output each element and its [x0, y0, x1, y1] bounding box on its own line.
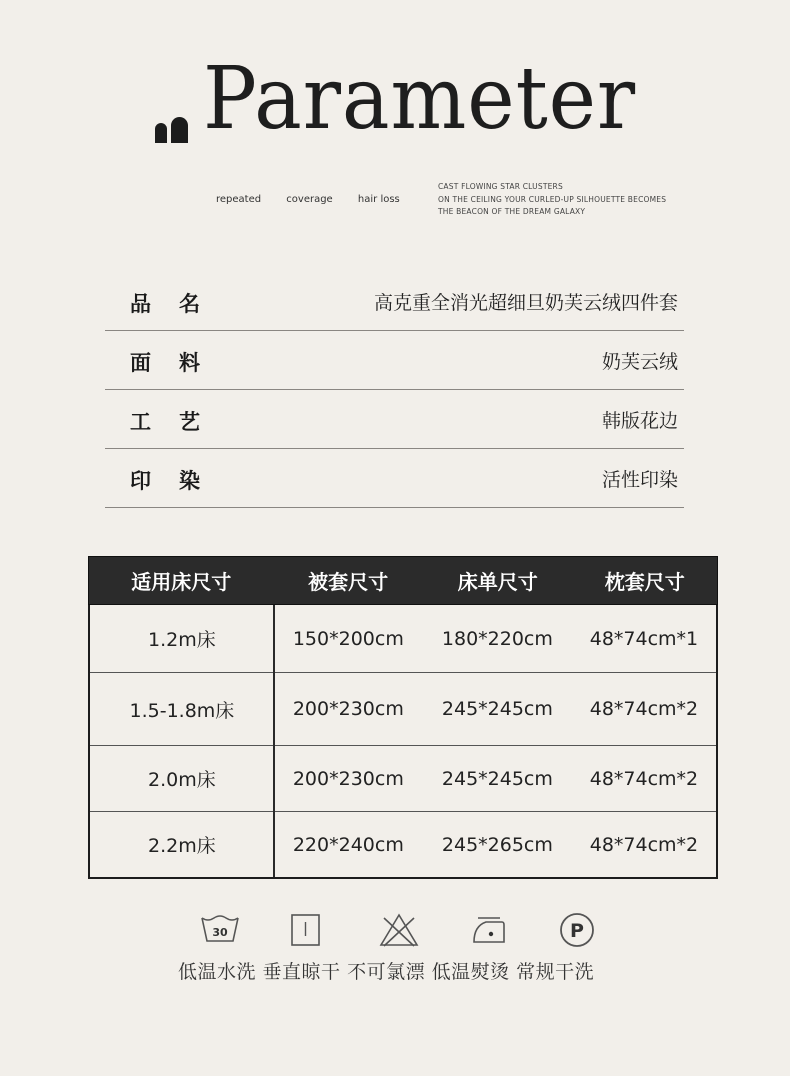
table-row: [90, 673, 716, 746]
slogan-line: THE BEACON OF THE DREAM GALAXY: [438, 207, 586, 216]
header-cell: 枕套尺寸: [604, 570, 685, 594]
table-cell: 2.0m床: [148, 769, 216, 791]
header-cell: 床单尺寸: [457, 570, 538, 594]
table-row: [90, 812, 716, 877]
table-cell: 200*230cm: [292, 698, 404, 720]
table-cell: 1.2m床: [148, 629, 216, 651]
size-table: [88, 556, 718, 879]
table-cell: 245*245cm: [441, 698, 553, 720]
dry-clean-p-icon: [558, 912, 596, 948]
table-cell: 2.2m床: [148, 835, 216, 857]
param-key: 工艺: [130, 410, 228, 434]
table-row: [90, 746, 716, 812]
header-cell: 被套尺寸: [308, 570, 389, 594]
logo-icon: [155, 117, 189, 143]
table-cell: 180*220cm: [441, 627, 553, 650]
slogan-line: ON THE CEILING YOUR CURLED-UP SILHOUETTE BECOMES: [438, 194, 667, 204]
slogan-line: CAST FLOWING STAR CLUSTERS: [438, 182, 563, 191]
tag: coverage: [286, 194, 333, 205]
param-row: [105, 272, 684, 331]
care-icon-row: [178, 912, 628, 952]
slogan: [438, 181, 666, 219]
table-header: [88, 556, 718, 605]
table-body: [88, 605, 718, 879]
dry-clean-letter: P: [570, 920, 584, 942]
tag-list: [216, 194, 422, 205]
param-value: 奶芙云绒: [601, 351, 678, 373]
wash-30-icon: [200, 912, 240, 944]
header-cell: 适用床尺寸: [131, 570, 232, 594]
no-bleach-icon: [378, 912, 420, 948]
param-value: 高克重全消光超细旦奶芙云绒四件套: [373, 292, 678, 314]
table-cell: 48*74cm*2: [589, 767, 699, 790]
table-cell: 150*200cm: [292, 627, 404, 650]
table-cell: 245*245cm: [441, 767, 553, 790]
param-key: 品名: [130, 292, 228, 316]
param-row: [105, 331, 684, 390]
low-iron-icon: [470, 912, 510, 946]
param-key: 面料: [130, 351, 228, 375]
care-labels: 低温水洗 垂直晾干 不可氯漂 低温熨烫 常规干洗: [178, 961, 595, 983]
table-cell: 48*74cm*1: [589, 627, 699, 650]
table-cell: 220*240cm: [292, 833, 404, 856]
page-title: Parameter: [203, 49, 637, 149]
param-row: [105, 390, 684, 449]
drip-dry-icon: [290, 912, 322, 948]
table-cell: 48*74cm*2: [589, 698, 699, 720]
table-cell: 48*74cm*2: [589, 833, 699, 856]
table-cell: 245*265cm: [441, 833, 553, 856]
care-instructions: [178, 912, 628, 983]
parameter-list: [105, 272, 684, 508]
param-value: 活性印染: [601, 469, 678, 491]
tag: hair loss: [357, 194, 400, 205]
param-key: 印染: [130, 469, 228, 493]
table-row: [90, 605, 716, 673]
param-row: [105, 449, 684, 508]
tag: repeated: [216, 194, 262, 205]
table-cell: 200*230cm: [292, 767, 404, 790]
param-value: 韩版花边: [601, 410, 678, 432]
wash-temp-label: 30: [212, 926, 228, 939]
table-cell: 1.5-1.8m床: [129, 699, 235, 722]
